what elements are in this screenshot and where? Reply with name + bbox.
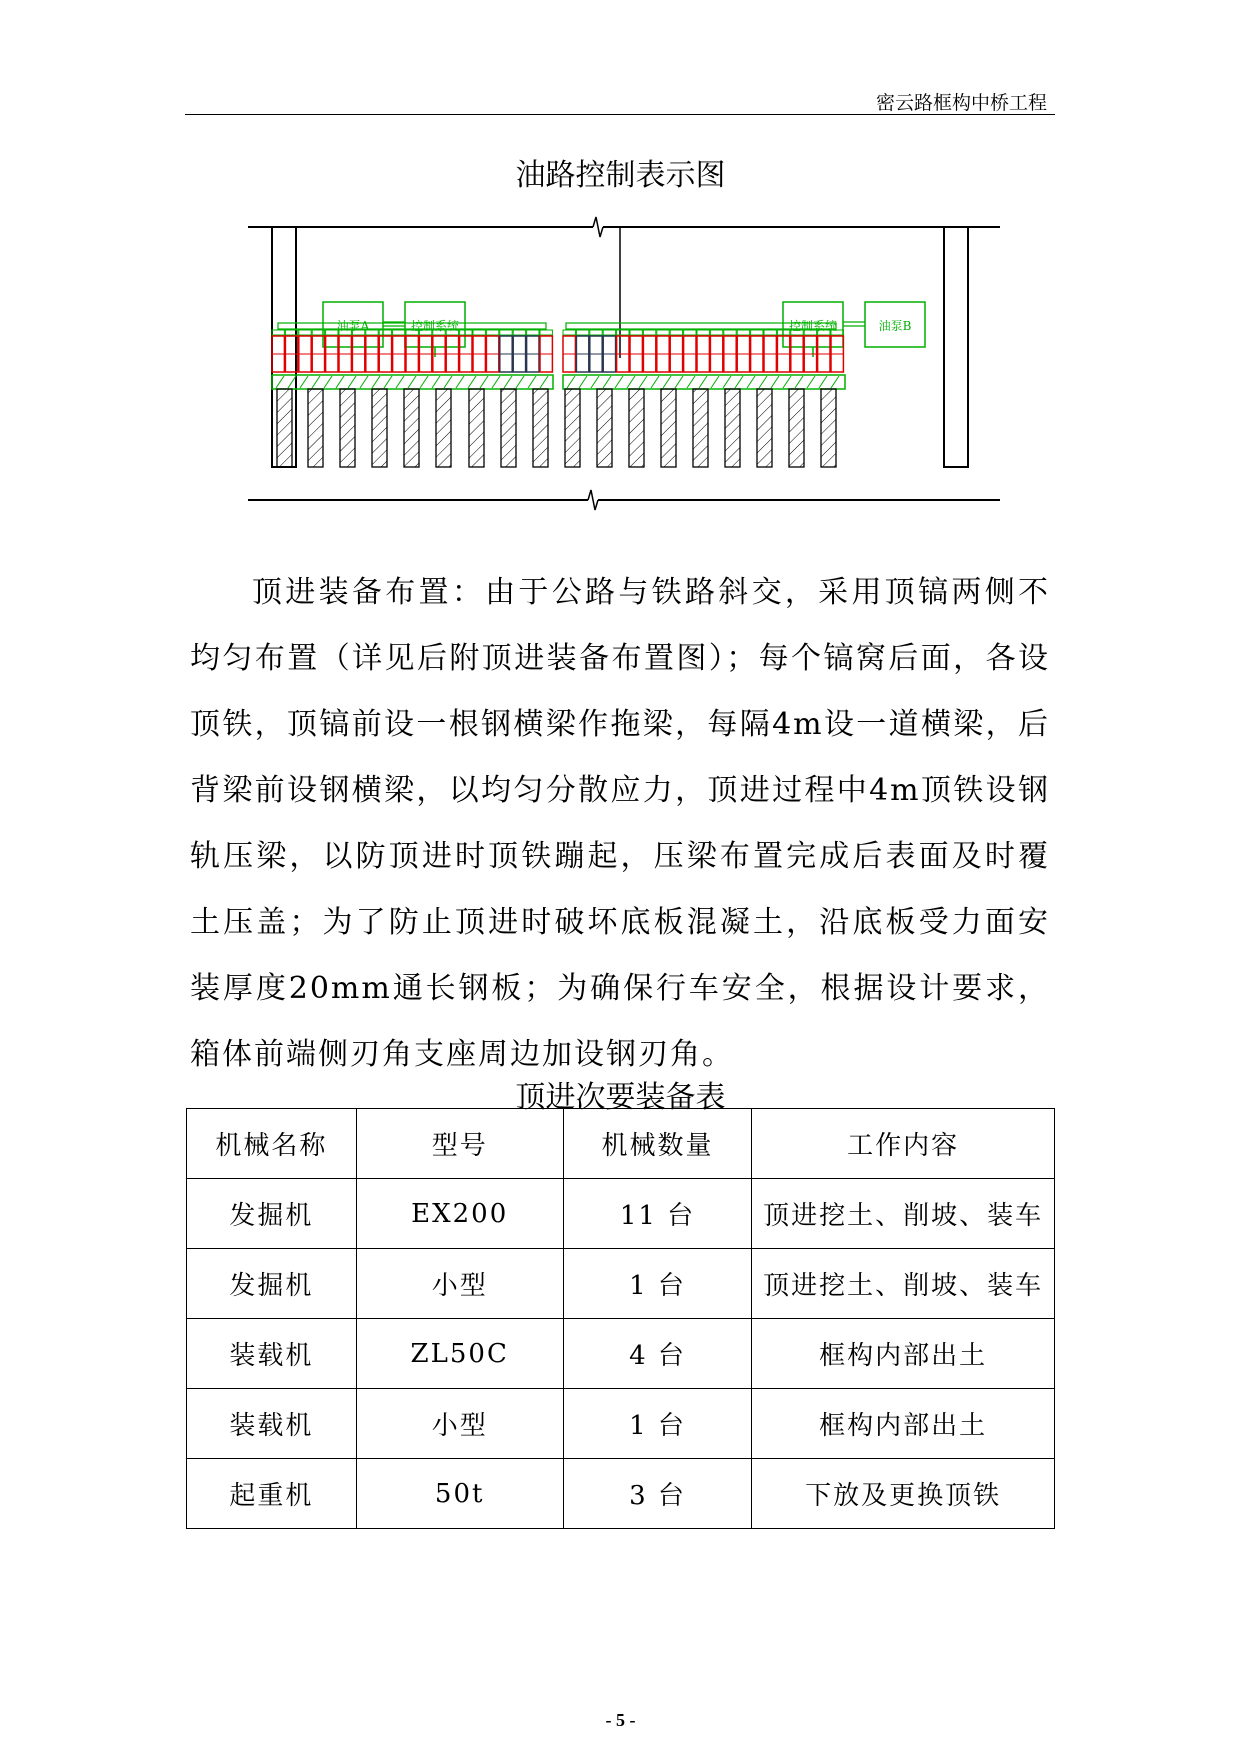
table-cell: 框构内部出土 [752, 1319, 1055, 1389]
pipe-connector [684, 330, 696, 335]
base-hatch [723, 376, 731, 388]
table-cell: 4 台 [563, 1319, 752, 1389]
pipe-connector [764, 330, 776, 335]
pile [277, 389, 292, 467]
pipe-connector [527, 330, 539, 335]
pipe-connector [393, 330, 405, 335]
pipe-connector [486, 330, 498, 335]
base-hatch [675, 376, 683, 388]
pump-a-label: 油泵A [336, 319, 370, 333]
pipe-connector [513, 330, 525, 335]
pipe-connector [751, 330, 763, 335]
base-hatch [819, 376, 827, 388]
base-hatch [615, 376, 623, 388]
pipe-connector [563, 330, 575, 335]
base-hatch [603, 376, 611, 388]
pipe-connector [603, 330, 615, 335]
table-cell: 发掘机 [187, 1249, 357, 1319]
pile [821, 389, 836, 467]
pile [661, 389, 676, 467]
table-cell: 发掘机 [187, 1179, 357, 1249]
base-hatch [504, 376, 512, 388]
pipe-connector [590, 330, 602, 335]
table-cell: 3 台 [563, 1459, 752, 1529]
table-cell: 下放及更换顶铁 [752, 1459, 1055, 1529]
pile [308, 389, 323, 467]
body-paragraph [190, 560, 1050, 1088]
base-hatch [444, 376, 452, 388]
base-hatch [639, 376, 647, 388]
pipe-connector [576, 330, 588, 335]
base-hatch [579, 376, 587, 388]
header-title: 密云路框构中桥工程 [875, 92, 1047, 114]
table-row [187, 1319, 1055, 1389]
pile [725, 389, 740, 467]
pipe-connector [710, 330, 722, 335]
pipe-connector [724, 330, 736, 335]
base-hatch [591, 376, 599, 388]
pipe-connector [272, 330, 284, 335]
header-cell: 工作内容 [752, 1109, 1055, 1179]
base-hatch [288, 376, 296, 388]
base-hatch [480, 376, 488, 388]
base-hatch [492, 376, 500, 388]
pile [757, 389, 772, 467]
pile [404, 389, 419, 467]
base-hatch [807, 376, 815, 388]
table-cell: 装载机 [187, 1389, 357, 1459]
pipe-connector [737, 330, 749, 335]
hydraulic-jacks [272, 336, 843, 372]
base-hatch [663, 376, 671, 388]
base-hatch [783, 376, 791, 388]
base-hatch [759, 376, 767, 388]
base-hatch [420, 376, 428, 388]
pile [597, 389, 612, 467]
table-row [187, 1179, 1055, 1249]
pipe-connector [473, 330, 485, 335]
table-cell: 框构内部出土 [752, 1389, 1055, 1459]
pipe-connector [617, 330, 629, 335]
table-cell: 小型 [356, 1249, 563, 1319]
base-hatch [651, 376, 659, 388]
header-cell: 机械数量 [563, 1109, 752, 1179]
table-cell: ZL50C [356, 1319, 563, 1389]
pipe-connector [670, 330, 682, 335]
pile [372, 389, 387, 467]
table-row [187, 1459, 1055, 1529]
pile [629, 389, 644, 467]
pile [469, 389, 484, 467]
base-hatch [384, 376, 392, 388]
pile [340, 389, 355, 467]
oil-circuit-diagram [248, 215, 1008, 515]
base-hatch [372, 376, 380, 388]
page-header [185, 86, 1055, 115]
base-hatch [699, 376, 707, 388]
base-hatch [312, 376, 320, 388]
pipe-connector [299, 330, 311, 335]
page-number: - 5 - [605, 1710, 636, 1730]
base-hatch [348, 376, 356, 388]
base-hatch [516, 376, 524, 388]
pile [693, 389, 708, 467]
pipe-connector [500, 330, 512, 335]
base-hatch [747, 376, 755, 388]
figure-title: 油路控制表示图 [515, 158, 726, 193]
table-cell: 小型 [356, 1389, 563, 1459]
base-hatch [795, 376, 803, 388]
pipe-connector [460, 330, 472, 335]
table-title: 顶进次要装备表 [515, 1080, 726, 1115]
equipment-layout-text: 顶进装备布置：由于公路与铁路斜交，采用顶镐两侧不均匀布置（详见后附顶进装备布置图）；每个镐窝后面，各设顶铁，顶镐前设一根钢横梁作拖梁，每隔4m设一道横梁，后背梁前设钢横梁，以均匀分散应力，顶进过程中4m顶铁设钢轨压梁，以防顶进时顶铁蹦起，压梁布置完成后表面及时覆土压盖；为了防止顶进时破坏底板混凝土，沿底板受力面安装厚度20mm通长钢板；为确保行车安全，根据设计要求，箱体前端侧刃角支座周边加设钢刃角。 [190, 575, 1050, 1072]
base-hatch [468, 376, 476, 388]
pile [501, 389, 516, 467]
base-hatch [831, 376, 839, 388]
table-cell: 1 台 [563, 1249, 752, 1319]
table-row [187, 1389, 1055, 1459]
table-cell: 起重机 [187, 1459, 357, 1529]
pipe-connector [379, 330, 391, 335]
table-cell: EX200 [356, 1179, 563, 1249]
base-hatch [300, 376, 308, 388]
table-cell: 1 台 [563, 1389, 752, 1459]
base-hatch [408, 376, 416, 388]
table-cell: 顶进挖土、削坡、装车 [752, 1249, 1055, 1319]
base-hatch [540, 376, 548, 388]
base-hatch [324, 376, 332, 388]
jack-base-plates [272, 375, 845, 389]
back-iron-piles [277, 389, 836, 467]
table-cell: 50t [356, 1459, 563, 1529]
pipe-connector [540, 330, 552, 335]
header-cell: 型号 [356, 1109, 563, 1179]
equipment-table [186, 1108, 1055, 1529]
pipe-connector [697, 330, 709, 335]
base-hatch [567, 376, 575, 388]
base-hatch [360, 376, 368, 388]
table-cell: 装载机 [187, 1319, 357, 1389]
table-cell: 11 台 [563, 1179, 752, 1249]
pile [533, 389, 548, 467]
base-hatch [276, 376, 284, 388]
pipe-connector [630, 330, 642, 335]
base-hatch [771, 376, 779, 388]
control-left-label: 控制系统 [410, 319, 460, 333]
base-hatch [687, 376, 695, 388]
base-hatch [432, 376, 440, 388]
base-hatch [735, 376, 743, 388]
pump-b-label: 油泵B [878, 319, 912, 333]
pile [565, 389, 580, 467]
base-hatch [528, 376, 536, 388]
base-hatch [396, 376, 404, 388]
base-hatch [627, 376, 635, 388]
pipe-connector [643, 330, 655, 335]
base-hatch [456, 376, 464, 388]
base-hatch [711, 376, 719, 388]
base-hatch [336, 376, 344, 388]
table-row [187, 1249, 1055, 1319]
header-cell: 机械名称 [187, 1109, 357, 1179]
control-right-label: 控制系统 [788, 319, 838, 333]
table-header-row [187, 1109, 1055, 1179]
table-cell: 顶进挖土、削坡、装车 [752, 1179, 1055, 1249]
pipe-connector [657, 330, 669, 335]
pile [789, 389, 804, 467]
pile [436, 389, 451, 467]
